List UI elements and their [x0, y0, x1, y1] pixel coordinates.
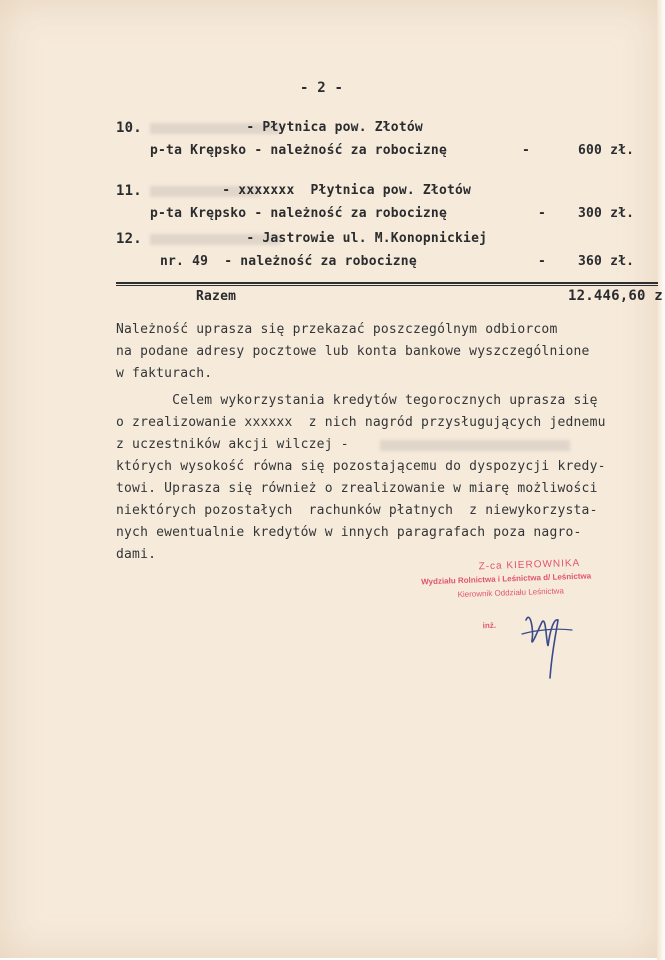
item-number: 11.: [116, 183, 142, 199]
item-dash: -: [522, 143, 531, 158]
total-rule-secondary: [116, 285, 658, 286]
item-line: p-ta Krępsko - należność za robociznę: [150, 143, 447, 158]
total-rule: [116, 282, 658, 284]
item-dash: -: [538, 206, 547, 221]
paragraph-line: Celem wykorzystania kredytów tegorocznych uprasza się: [116, 393, 598, 408]
total-label: Razem: [196, 289, 237, 304]
paragraph-line: których wysokość równa się pozostającemu do dyspozycji kredy-: [116, 459, 606, 474]
stamp-line: Kierownik Oddziału Leśnictwa: [457, 586, 564, 600]
item-number: 12.: [116, 231, 142, 247]
item-line: - xxxxxxx Płytnica pow. Złotów: [150, 183, 472, 198]
paragraph-line: dami.: [116, 547, 157, 562]
redaction: [380, 440, 570, 451]
paragraph-line: nych ewentualnie kredytów w innych paragrafach poza nagro-: [116, 525, 582, 540]
item-amount: 300 zł.: [578, 206, 635, 221]
handwritten-signature: [516, 600, 576, 680]
item-dash: -: [538, 254, 547, 269]
stamp-line: Wydziału Rolnictwa i Leśnictwa d/ Leśnictwa: [420, 571, 592, 587]
paragraph-line: w fakturach.: [116, 366, 213, 381]
item-line: - Płytnica pow. Złotów: [150, 120, 423, 135]
paragraph-line: Należność uprasza się przekazać poszczególnym odbiorcom: [116, 322, 558, 337]
item-number: 10.: [116, 120, 142, 136]
paragraph-line: z uczestników akcji wilczej -: [116, 437, 349, 452]
total-amount: 12.446,60 z: [568, 288, 663, 304]
item-line: nr. 49 - należność za robociznę: [160, 254, 417, 269]
item-line: - Jastrowie ul. M.Konopnickiej: [150, 231, 488, 246]
stamp-line: Z-ca KIEROWNIKA: [478, 557, 581, 573]
stamp-line: inż.: [482, 620, 497, 631]
page-number: - 2 -: [300, 80, 344, 96]
paragraph-line: niektórych pozostałych rachunków płatnych z niewykorzystа-: [116, 503, 598, 518]
paragraph-line: towi. Uprasza się również o zrealizowanie w miarę możliwości: [116, 481, 598, 496]
paragraph-line: na podane adresy pocztowe lub konta bankowe wyszczególnione: [116, 344, 590, 359]
item-amount: 600 zł.: [578, 143, 635, 158]
paragraph-line: o zrealizowanie xxxxxx z nich nagród przysługujących jednemu: [116, 415, 606, 430]
item-line: p-ta Krępsko - należność za robociznę: [150, 206, 447, 221]
item-amount: 360 zł.: [578, 254, 635, 269]
page-edge: [657, 0, 665, 960]
